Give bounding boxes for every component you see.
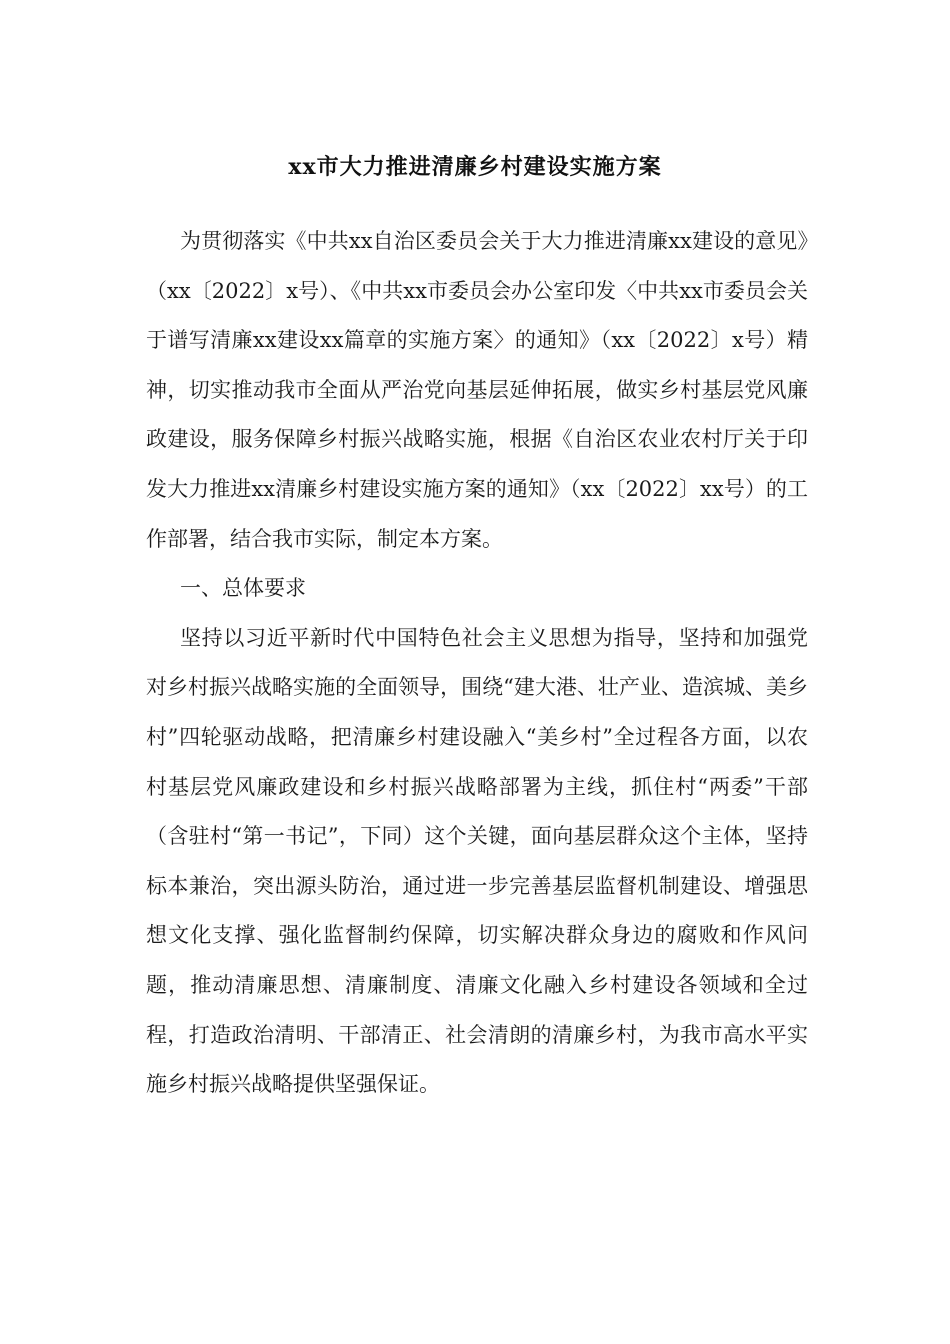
intro-paragraph: 为贯彻落实《中共xx自治区委员会关于大力推进清廉xx建设的意见》（xx〔2022〕x号）、《中共xx市委员会办公室印发〈中共xx市委员会关于谱写清廉xx建设xx篇章的实施方案〉的通知》（xx〔2022〕x号）精神，切实推动我市全面从严治党向基层延伸拓展，做实乡村基层党风廉政建设，服务保障乡村振兴战略实施，根据《自治区农业农村厅关于印发大力推进xx清廉乡村建设实施方案的通知》（xx〔2022〕xx号）的工作部署，结合我市实际，制定本方案。: [146, 229, 809, 551]
section-heading: 一、总体要求: [180, 576, 306, 601]
document-title: xx市大力推进清廉乡村建设实施方案: [288, 154, 662, 180]
requirements-paragraph: 坚持以习近平新时代中国特色社会主义思想为指导，坚持和加强党对乡村振兴战略实施的全面领导，围绕“建大港、壮产业、造滨城、美乡村”四轮驱动战略，把清廉乡村建设融入“美乡村”全过程各方面，以农村基层党风廉政建设和乡村振兴战略部署为主线，抓住村“两委”干部（含驻村“第一书记”，下同）这个关键，面向基层群众这个主体，坚持标本兼治，突出源头防治，通过进一步完善基层监督机制建设、增强思想文化支撑、强化监督制约保障，切实解决群众身边的腐败和作风问题，推动清廉思想、清廉制度、清廉文化融入乡村建设各领域和全过程，打造政治清明、干部清正、社会清朗的清廉乡村，为我市高水平实施乡村振兴战略提供坚强保证。: [146, 625, 808, 1097]
document-body: [146, 217, 808, 1110]
